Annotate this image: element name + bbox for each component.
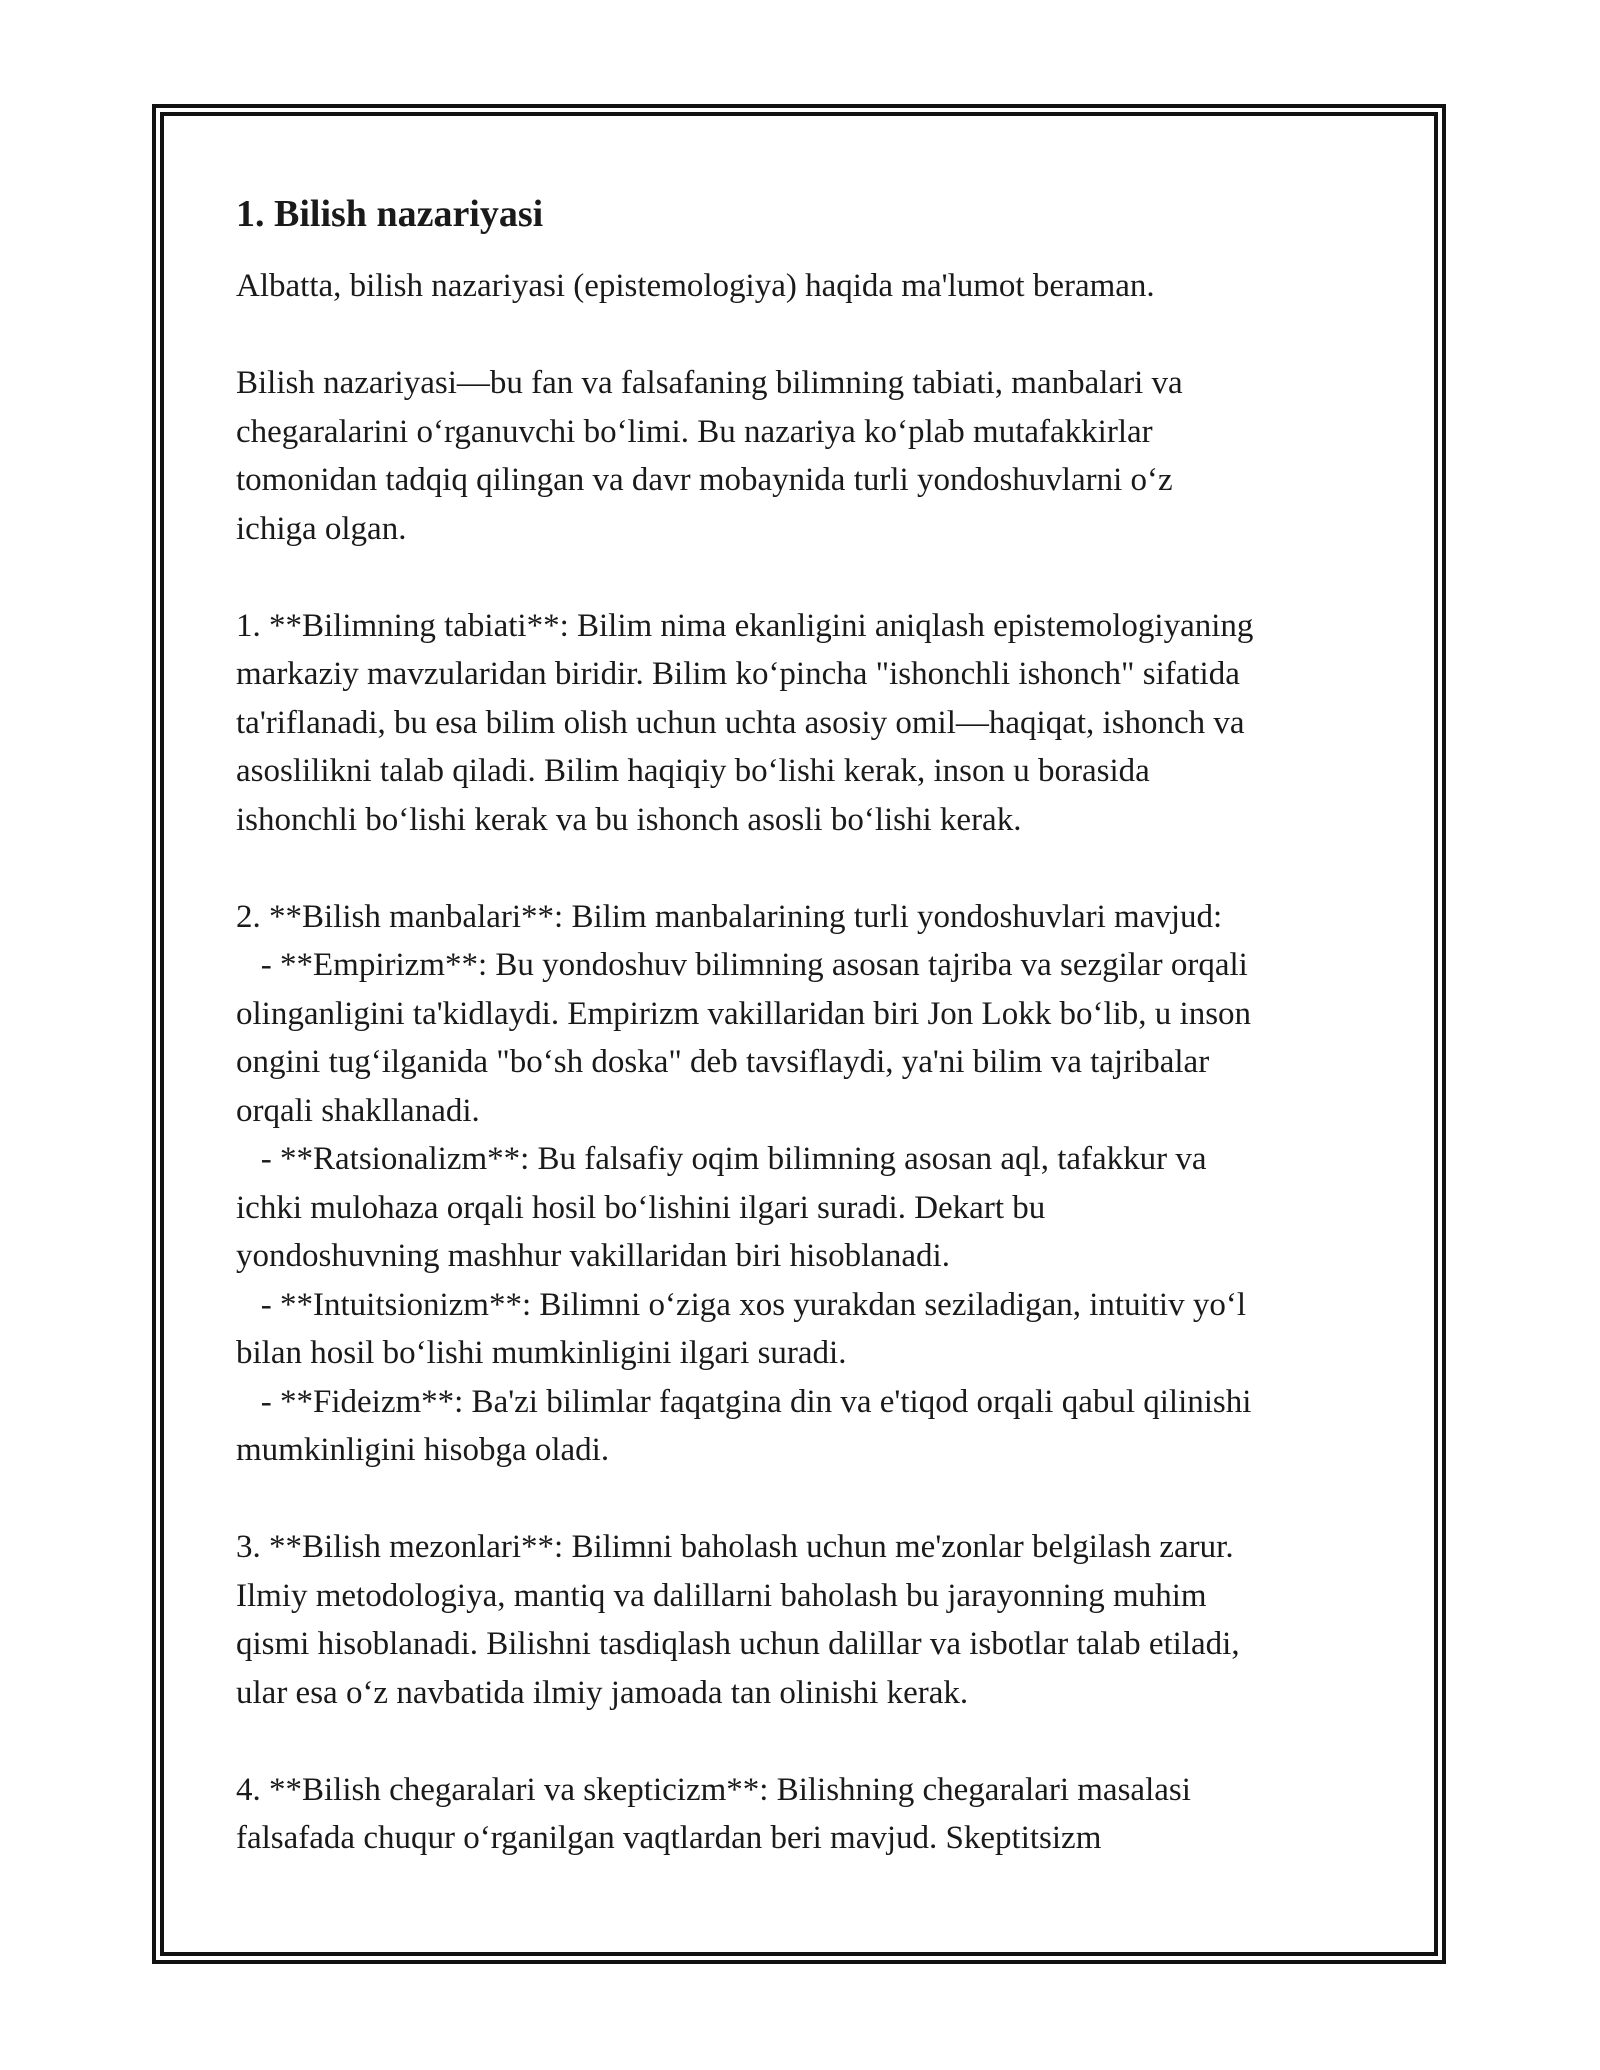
text-line: chegaralarini o‘rganuvchi bo‘limi. Bu nazariya ko‘plab mutafakkirlar bbox=[236, 413, 1153, 450]
text-line: - **Ratsionalizm**: Bu falsafiy oqim bilimning asosan aql, tafakkur va bbox=[236, 1141, 1207, 1177]
text-line: bilan hosil bo‘lishi mumkinligini ilgari suradi. bbox=[236, 1335, 847, 1371]
text-line: 2. **Bilish manbalari**: Bilim manbalarining turli yondoshuvlari mavjud: bbox=[236, 898, 1223, 935]
paragraph-section-2 bbox=[236, 893, 1386, 1475]
paragraph-definition bbox=[236, 359, 1386, 553]
text-line: falsafada chuqur o‘rganilgan vaqtlardan beri mavjud. Skeptitsizm bbox=[236, 1820, 1102, 1856]
text-line: ta'riflanadi, bu esa bilim olish uchun uchta asosiy omil—haqiqat, ishonch va bbox=[236, 704, 1245, 741]
text-line: Ilmiy metodologiya, mantiq va dalillarni baholash bu jarayonning muhim bbox=[236, 1577, 1207, 1614]
paragraph-gap bbox=[236, 553, 1386, 602]
text-line: - **Fideizm**: Ba'zi bilimlar faqatgina din va e'tiqod orqali qabul qilinishi bbox=[236, 1383, 1252, 1420]
text-line: 4. **Bilish chegaralari va skepticizm**: Bilishning chegaralari masalasi bbox=[236, 1771, 1191, 1808]
text-line: - **Empirizm**: Bu yondoshuv bilimning asosan tajriba va sezgilar orqali bbox=[236, 947, 1248, 983]
text-line: 1. **Bilimning tabiati**: Bilim nima ekanligini aniqlash epistemologiyaning bbox=[236, 607, 1254, 644]
text-line: orqali shakllanadi. bbox=[236, 1092, 480, 1129]
text-line: Albatta, bilish nazariyasi (epistemologiya) haqida ma'lumot beraman. bbox=[236, 268, 1155, 304]
paragraph-intro bbox=[236, 262, 1386, 311]
text-line: qismi hisoblanadi. Bilishni tasdiqlash uchun dalillar va isbotlar talab etiladi, bbox=[236, 1626, 1240, 1662]
text-line: yondoshuvning mashhur vakillaridan biri hisoblanadi. bbox=[236, 1238, 950, 1274]
text-line: ishonchli bo‘lishi kerak va bu ishonch asosli bo‘lishi kerak. bbox=[236, 801, 1022, 838]
text-line: 3. **Bilish mezonlari**: Bilimni baholash uchun me'zonlar belgilash zarur. bbox=[236, 1529, 1234, 1565]
paragraph-gap bbox=[236, 311, 1386, 360]
document-heading: 1. Bilish nazariyasi bbox=[236, 193, 544, 235]
text-line: tomonidan tadqiq qilingan va davr mobaynida turli yondoshuvlarni o‘z bbox=[236, 462, 1173, 498]
text-line: Bilish nazariyasi—bu fan va falsafaning bilimning tabiati, manbalari va bbox=[236, 365, 1183, 401]
paragraph-section-4 bbox=[236, 1766, 1386, 1863]
paragraph-gap bbox=[236, 844, 1386, 893]
document-content bbox=[236, 186, 1386, 1863]
paragraph-gap bbox=[236, 1717, 1386, 1766]
text-line: asoslilikni talab qiladi. Bilim haqiqiy bo‘lishi kerak, inson u borasida bbox=[236, 753, 1150, 789]
text-line: olinganligini ta'kidlaydi. Empirizm vakillaridan biri Jon Lokk bo‘lib, u inson bbox=[236, 995, 1252, 1032]
text-line: mumkinligini hisobga oladi. bbox=[236, 1432, 610, 1468]
paragraph-section-1 bbox=[236, 602, 1386, 845]
text-line: ular esa o‘z navbatida ilmiy jamoada tan olinishi kerak. bbox=[236, 1674, 969, 1711]
paragraph-gap bbox=[236, 1475, 1386, 1524]
text-line: ichiga olgan. bbox=[236, 510, 407, 547]
text-line: ongini tug‘ilganida "bo‘sh doska" deb tavsiflaydi, ya'ni bilim va tajribalar bbox=[236, 1044, 1210, 1080]
text-line: ichki mulohaza orqali hosil bo‘lishini ilgari suradi. Dekart bu bbox=[236, 1189, 1046, 1226]
text-line: markaziy mavzularidan biridir. Bilim ko‘pincha "ishonchli ishonch" sifatida bbox=[236, 656, 1240, 692]
text-line: - **Intuitsionizm**: Bilimni o‘ziga xos yurakdan seziladigan, intuitiv yo‘l bbox=[236, 1286, 1247, 1323]
paragraph-section-3 bbox=[236, 1523, 1386, 1717]
